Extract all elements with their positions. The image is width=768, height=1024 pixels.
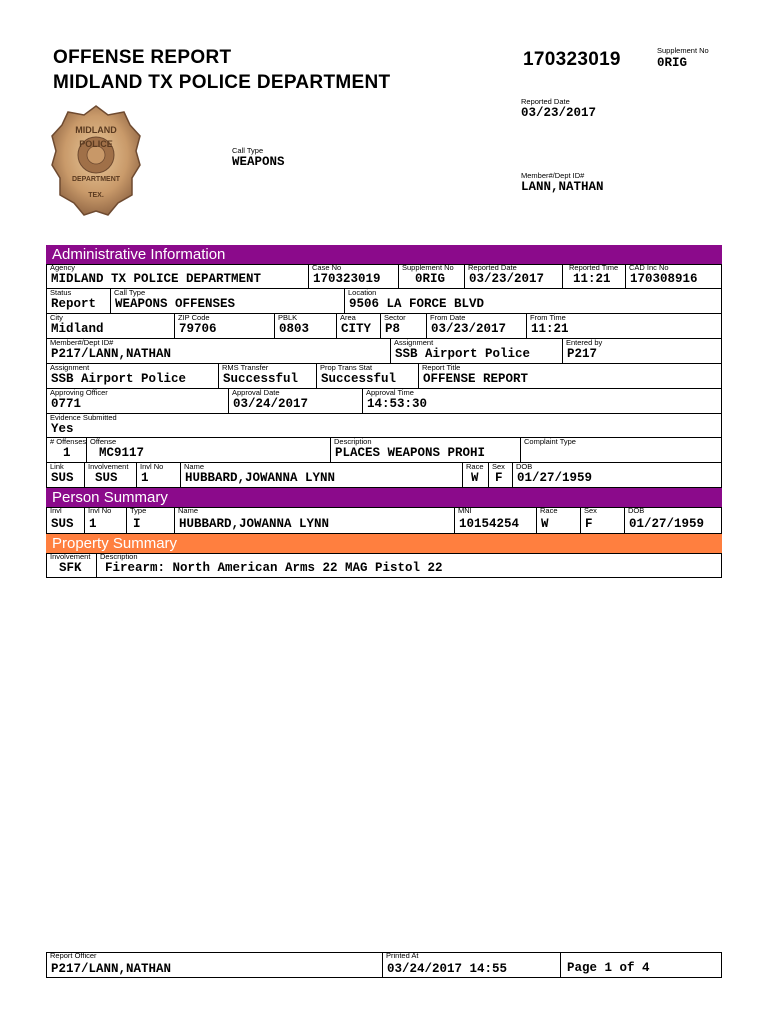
person-type-cell: Type I bbox=[126, 507, 174, 534]
rms-transfer-cell: RMS Transfer Successful bbox=[218, 364, 316, 389]
svg-text:DEPARTMENT: DEPARTMENT bbox=[71, 176, 121, 183]
svg-text:POLICE: POLICE bbox=[79, 139, 113, 149]
agency-cell: Agency MIDLAND TX POLICE DEPARTMENT bbox=[46, 264, 308, 289]
case-no-cell: Case No 170323019 bbox=[308, 264, 398, 289]
svg-text:TEX.: TEX. bbox=[88, 192, 104, 199]
reported-date-value: 03/23/2017 bbox=[521, 106, 597, 120]
sector-cell: Sector P8 bbox=[380, 314, 426, 339]
invl-no-cell: Invl No 1 bbox=[136, 463, 180, 488]
assignment2-cell: Assignment SSB Airport Police bbox=[46, 364, 218, 389]
approval-date-cell: Approval Date 03/24/2017 bbox=[228, 389, 362, 414]
page-number-cell: Page 1 of 4 bbox=[560, 952, 722, 978]
department-title: MIDLAND TX POLICE DEPARTMENT bbox=[53, 72, 391, 93]
dob-cell: DOB 01/27/1959 bbox=[512, 463, 722, 488]
person-name-cell: Name HUBBARD,JOWANNA LYNN bbox=[174, 507, 454, 534]
approving-officer-cell: Approving Officer 0771 bbox=[46, 389, 228, 414]
offense-cell: Offense MC9117 bbox=[86, 438, 330, 463]
supplement-value: 0RIG bbox=[657, 56, 688, 70]
name-cell: Name HUBBARD,JOWANNA LYNN bbox=[180, 463, 462, 488]
area-cell: Area CITY bbox=[336, 314, 380, 339]
report-title: OFFENSE REPORT bbox=[53, 47, 232, 68]
offenses-count-cell: # Offenses 1 bbox=[46, 438, 86, 463]
zip-cell: ZIP Code 79706 bbox=[174, 314, 274, 339]
printed-at-cell: Printed At 03/24/2017 14:55 bbox=[382, 952, 560, 978]
report-title-cell: Report Title OFFENSE REPORT bbox=[418, 364, 722, 389]
section-property-summary: Property Summary bbox=[46, 534, 722, 553]
supplement-cell: Supplement No 0RIG bbox=[398, 264, 464, 289]
status-cell: Status Report bbox=[46, 289, 110, 314]
cad-inc-cell: CAD Inc No 170308916 bbox=[625, 264, 722, 289]
sex-cell: Sex F bbox=[488, 463, 512, 488]
property-involvement-cell: Involvement SFK bbox=[46, 553, 96, 578]
description-cell: Description PLACES WEAPONS PROHI bbox=[330, 438, 520, 463]
from-time-cell: From Time 11:21 bbox=[526, 314, 722, 339]
member-label: Member#/Dept ID# bbox=[521, 171, 585, 180]
from-date-cell: From Date 03/23/2017 bbox=[426, 314, 526, 339]
supplement-label: Supplement No bbox=[657, 46, 709, 55]
member-value: LANN,NATHAN bbox=[521, 180, 604, 194]
assignment-cell: Assignment SSB Airport Police bbox=[390, 339, 562, 364]
entered-by-cell: Entered by P217 bbox=[562, 339, 722, 364]
person-mni-cell: MNI 10154254 bbox=[454, 507, 536, 534]
person-invl-no-cell: Invl No 1 bbox=[84, 507, 126, 534]
race-cell: Race W bbox=[462, 463, 488, 488]
evidence-cell: Evidence Submitted Yes bbox=[46, 414, 722, 438]
member-cell: Member#/Dept ID# P217/LANN,NATHAN bbox=[46, 339, 390, 364]
person-dob-cell: DOB 01/27/1959 bbox=[624, 507, 722, 534]
case-number-header: 170323019 bbox=[523, 49, 621, 70]
link-cell: Link SUS bbox=[46, 463, 84, 488]
property-description-cell: Description Firearm: North American Arms 22 MAG Pistol 22 bbox=[96, 553, 722, 578]
section-administrative-information: Administrative Information bbox=[46, 245, 722, 264]
person-sex-cell: Sex F bbox=[580, 507, 624, 534]
person-invl-cell: Invl SUS bbox=[46, 507, 84, 534]
police-badge-icon bbox=[50, 103, 142, 219]
svg-text:MIDLAND: MIDLAND bbox=[75, 125, 117, 135]
reported-time-cell: Reported Time 11:21 bbox=[562, 264, 625, 289]
person-race-cell: Race W bbox=[536, 507, 580, 534]
reported-date-label: Reported Date bbox=[521, 97, 570, 106]
call-type-value: WEAPONS bbox=[232, 155, 285, 169]
complaint-type-cell: Complaint Type bbox=[520, 438, 722, 463]
city-cell: City Midland bbox=[46, 314, 174, 339]
location-cell: Location 9506 LA FORCE BLVD bbox=[344, 289, 722, 314]
section-person-summary: Person Summary bbox=[46, 488, 722, 507]
pblk-cell: PBLK 0803 bbox=[274, 314, 336, 339]
call-type-cell: Call Type WEAPONS OFFENSES bbox=[110, 289, 344, 314]
report-officer-cell: Report Officer P217/LANN,NATHAN bbox=[46, 952, 382, 978]
call-type-label: Call Type bbox=[232, 146, 264, 155]
prop-trans-cell: Prop Trans Stat Successful bbox=[316, 364, 418, 389]
approval-time-cell: Approval Time 14:53:30 bbox=[362, 389, 722, 414]
involvement-cell: Involvement SUS bbox=[84, 463, 136, 488]
reported-date-cell: Reported Date 03/23/2017 bbox=[464, 264, 562, 289]
